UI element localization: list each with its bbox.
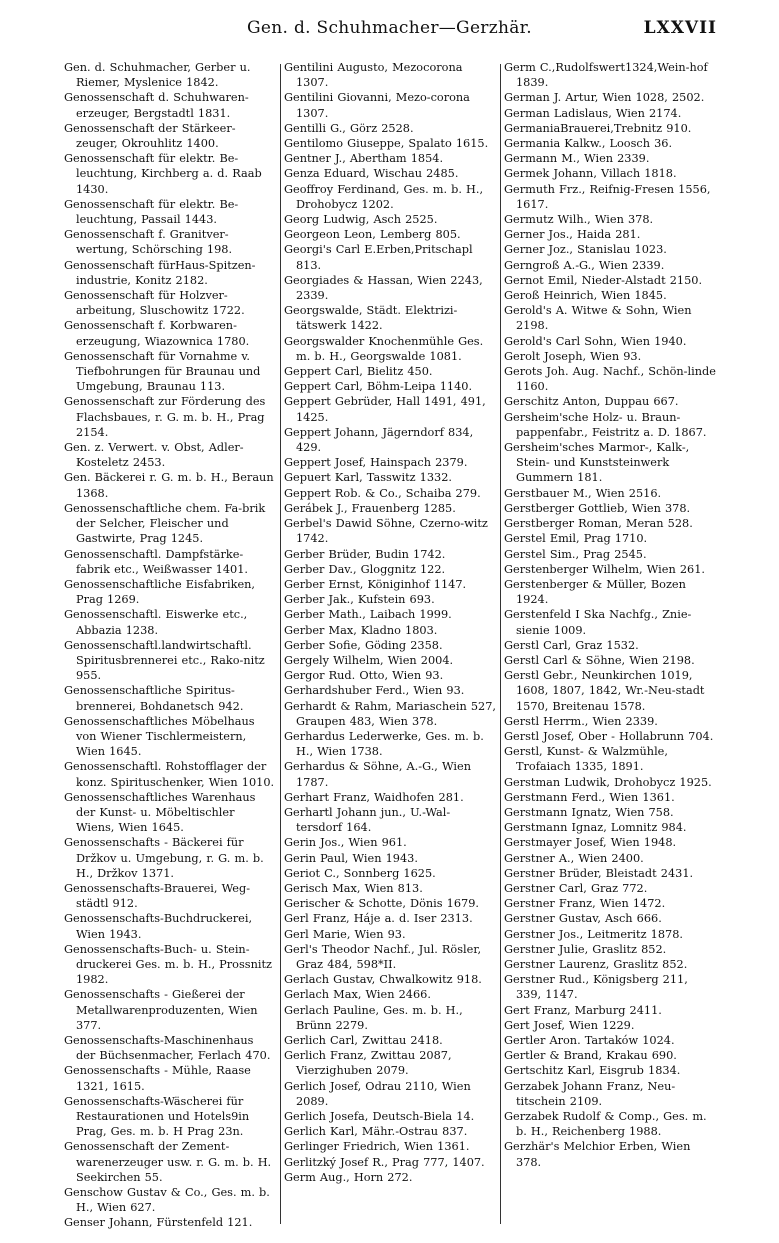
directory-entry: Gerlach Gustav, Chwalkowitz 918. — [284, 973, 482, 987]
directory-entry: Gerstberger Gottlieb, Wien 378. — [504, 501, 691, 515]
directory-entry: Gerlach Max, Wien 2466. — [284, 988, 431, 1002]
directory-entry: Gergor Rud. Otto, Wien 93. — [284, 669, 444, 683]
directory-entry: Gerstner Brüder, Bleistadt 2431. — [504, 866, 694, 880]
directory-entry: Gerstenberger & Müller, Bozen 1924. — [504, 577, 686, 607]
directory-entry: Gerl's Theodor Nachf., Jul. Rösler, Graz 484, 598*II. — [284, 942, 482, 971]
directory-entry: Geppert Rob. & Co., Schaiba 279. — [284, 486, 481, 500]
directory-entry: Germ Aug., Horn 272. — [284, 1170, 413, 1184]
directory-entry: Georgswalder Knochenmühle Ges. m. b. H., Georgswalde 1081. — [284, 334, 484, 363]
directory-entry: Genza Eduard, Wischau 2485. — [284, 167, 459, 181]
directory-entry: Geppert Johann, Jägerndorf 834, 429. — [284, 425, 474, 455]
directory-entry: Gerstl, Kunst- & Walzmühle, Trofaiach 1335, 1891. — [504, 745, 668, 774]
directory-entry: Genossenschaft für elektr. Be-leuchtung, Kirchberg a. d. Raab 1430. — [64, 152, 262, 196]
directory-entry: Gerin Jos., Wien 961. — [284, 836, 407, 850]
running-title: Gen. d. Schuhmacher—Gerzhär. — [247, 18, 532, 38]
page-number: LXXVII — [643, 18, 717, 38]
directory-entry: Gerstner A., Wien 2400. — [504, 851, 644, 865]
directory-entry: Genser Johann, Fürstenfeld 121. — [64, 1216, 253, 1230]
directory-entry: Gentner J., Abertham 1854. — [284, 152, 444, 166]
directory-entry: Geriot C., Sonnberg 1625. — [284, 866, 436, 880]
directory-entry: Genossenschaft f. Korbwaren-erzeugung, Wiazownica 1780. — [64, 319, 250, 348]
directory-entry: Genossenschafts-Maschinenhaus der Büchsenmacher, Ferlach 470. — [64, 1034, 271, 1063]
directory-entry: Gerber Jak., Kufstein 693. — [284, 593, 435, 607]
directory-entry: Genossenschaftliche Eisfabriken, Prag 1269. — [64, 577, 256, 607]
directory-entry: Gerolt Joseph, Wien 93. — [504, 349, 642, 363]
column-middle — [284, 60, 496, 1230]
directory-entry: Gerstmayer Josef, Wien 1948. — [504, 836, 677, 850]
directory-entry: Gerstner Jos., Leitmeritz 1878. — [504, 927, 683, 941]
directory-entry: Gerschitz Anton, Duppau 667. — [504, 395, 679, 409]
directory-entry: Gen. Bäckerei r. G. m. b. H., Beraun 1368. — [64, 471, 274, 500]
directory-entry: Genossenschaft für elektr. Be-leuchtung, Passail 1443. — [64, 197, 239, 227]
directory-entry: Gertschitz Karl, Eisgrub 1834. — [504, 1064, 681, 1078]
directory-entry: Genossenschaft für Vornahme v. Tiefbohrungen für Braunau und Umgebung, Braunau 113. — [64, 349, 261, 394]
directory-entry: Gerstl Gebr., Neunkirchen 1019, 1608, 1807, 1842, Wr.-Neu-stadt 1570, Breitenau 1578. — [504, 669, 705, 713]
directory-entry: Gerold's A. Witwe & Sohn, Wien 2198. — [504, 304, 692, 333]
directory-entry: Germuth Frz., Reifnig-Fresen 1556, 1617. — [504, 182, 711, 211]
directory-entry: GermaniaBrauerei,Trebnitz 910. — [504, 121, 692, 135]
directory-entry: Gerisch Max, Wien 813. — [284, 881, 423, 895]
directory-entry: Georgiades & Hassan, Wien 2243, 2339. — [284, 273, 483, 303]
directory-entry: German J. Artur, Wien 1028, 2502. — [504, 91, 705, 105]
directory-entry: Gepuert Karl, Tasswitz 1332. — [284, 471, 452, 485]
directory-entry: Genossenschaftl. Eiswerke etc., Abbazia 1238. — [64, 608, 248, 637]
directory-entry: Genossenschaft für Holzver-arbeitung, Sluschowitz 1722. — [64, 289, 245, 318]
directory-entry: Gerstman Ludwik, Drohobycz 1925. — [504, 775, 712, 789]
directory-entry: Gergely Wilhelm, Wien 2004. — [284, 653, 454, 667]
directory-entry: Genossenschaftliche Spiritus-brennerei, Bohdanetsch 942. — [64, 684, 244, 713]
directory-entry: Gerstberger Roman, Meran 528. — [504, 517, 693, 531]
directory-entry: Gerhardt & Rahm, Mariaschein 527, Graupen 483, Wien 378. — [284, 699, 496, 728]
directory-entry: Germann M., Wien 2339. — [504, 152, 650, 166]
directory-entry: Georgi's Carl E.Erben,Pritschapl 813. — [284, 243, 473, 272]
directory-entry: Gerlich Karl, Mähr.-Ostrau 837. — [284, 1125, 468, 1139]
directory-entry: Geppert Josef, Hainspach 2379. — [284, 456, 468, 470]
directory-entry: Gerstl Carl, Graz 1532. — [504, 638, 639, 652]
directory-entry: Geppert Gebrüder, Hall 1491, 491, 1425. — [284, 395, 486, 424]
directory-entry: Gerstner Franz, Wien 1472. — [504, 897, 666, 911]
directory-entry: Genossenschaft d. Schuhwaren-erzeuger, Bergstadtl 1831. — [64, 91, 249, 120]
directory-entry: Gentilomo Giuseppe, Spalato 1615. — [284, 137, 489, 151]
directory-entry: Gernot Emil, Nieder-Alstadt 2150. — [504, 273, 703, 287]
page-header — [62, 14, 717, 44]
directory-entry: Genossenschafts-Wäscherei für Restaurationen und Hotels9in Prag, Ges. m. b. H Prag 23n. — [64, 1094, 250, 1139]
directory-entry: Genossenschaft fürHaus-Spitzen-industrie, Konitz 2182. — [64, 258, 256, 287]
directory-entry: Gersheim'sches Marmor-, Kalk-, Stein- und Kunststeinwerk Gummern 181. — [504, 441, 690, 485]
directory-entry: Gerábek J., Frauenberg 1285. — [284, 501, 456, 515]
directory-entry: Gerzabek Rudolf & Comp., Ges. m. b. H., Reichenberg 1988. — [504, 1110, 707, 1139]
directory-entry: Gerlich Josef, Odrau 2110, Wien 2089. — [284, 1079, 471, 1108]
directory-entry: Gerzhär's Melchior Erben, Wien 378. — [504, 1140, 691, 1169]
directory-entry: Geppert Carl, Böhm-Leipa 1140. — [284, 380, 473, 394]
directory-entry: Gerstel Sim., Prag 2545. — [504, 547, 647, 561]
directory-entry: Gerots Joh. Aug. Nachf., Schön-linde 1160. — [504, 365, 716, 394]
directory-entry: Gerzabek Johann Franz, Neu-titschein 2109. — [504, 1079, 676, 1108]
directory-entry: Gersheim'sche Holz- u. Braun-pappenfabr., Feistritz a. D. 1867. — [504, 410, 707, 439]
directory-entry: Gerlitzký Josef R., Prag 777, 1407. — [284, 1155, 485, 1169]
directory-entry: Gerstbauer M., Wien 2516. — [504, 486, 662, 500]
directory-entry: Gen. d. Schuhmacher, Gerber u. Riemer, Myslenice 1842. — [64, 61, 251, 90]
directory-entry: Gert Franz, Marburg 2411. — [504, 1003, 662, 1017]
directory-entry: Gerin Paul, Wien 1943. — [284, 851, 418, 865]
directory-entry: Gerstenberger Wilhelm, Wien 261. — [504, 562, 705, 576]
directory-entry: Genossenschafts-Buchdruckerei, Wien 1943. — [64, 912, 253, 941]
directory-entry: Genossenschafts-Brauerei, Weg-städtl 912. — [64, 881, 251, 911]
directory-entry: Geroß Heinrich, Wien 1845. — [504, 289, 667, 303]
entry-columns — [64, 60, 714, 1230]
directory-entry: Gerlich Franz, Zwittau 2087, Vierzighuben 2079. — [284, 1049, 452, 1078]
directory-entry: Genossenschaftl. Dampfstärke-fabrik etc., Weißwasser 1401. — [64, 547, 248, 576]
directory-entry: Gerber Math., Laibach 1999. — [284, 608, 452, 622]
directory-entry: Germ C.,Rudolfswert1324,Wein-hof 1839. — [504, 61, 708, 90]
directory-entry: Geppert Carl, Bielitz 450. — [284, 365, 433, 379]
column-left — [64, 60, 276, 1230]
directory-entry: Gerbel's Dawid Söhne, Czerno-witz 1742. — [284, 517, 488, 546]
directory-entry: Gen. z. Verwert. v. Obst, Adler-Kosteletz 2453. — [64, 441, 244, 470]
directory-entry: German Ladislaus, Wien 2174. — [504, 106, 682, 120]
directory-entry: Gerner Jos., Haida 281. — [504, 228, 641, 242]
column-divider — [280, 64, 281, 1224]
directory-entry: Genossenschaftliches Warenhaus der Kunst- u. Möbeltischler Wiens, Wien 1645. — [64, 790, 256, 835]
directory-entry: Gerstner Gustav, Asch 666. — [504, 912, 662, 926]
directory-entry: Gerold's Carl Sohn, Wien 1940. — [504, 334, 687, 348]
directory-entry: Gerhardus Lederwerke, Ges. m. b. H., Wien 1738. — [284, 729, 484, 759]
directory-entry: Genossenschafts - Mühle, Raase 1321, 1615. — [64, 1064, 251, 1093]
directory-entry: Gerhardshuber Ferd., Wien 93. — [284, 684, 465, 698]
directory-entry: Genossenschaftliche chem. Fa-brik der Selcher, Fleischer und Gastwirte, Prag 1245. — [64, 501, 266, 546]
directory-entry: Gerstenfeld I Ska Nachfg., Znie-sienie 1009. — [504, 608, 692, 637]
directory-entry: Gertler Aron. Tartaków 1024. — [504, 1034, 675, 1047]
directory-entry: Gerber Sofie, Göding 2358. — [284, 638, 443, 652]
directory-entry: Gerner Joz., Stanislau 1023. — [504, 243, 667, 257]
directory-entry: Gerngroß A.-G., Wien 2339. — [504, 258, 665, 272]
directory-entry: Gerstl Carl & Söhne, Wien 2198. — [504, 653, 695, 667]
directory-entry: Gerlich Josefa, Deutsch-Biela 14. — [284, 1110, 475, 1124]
directory-entry: Gerber Dav., Gloggnitz 122. — [284, 562, 446, 576]
directory-entry: Gerstl Josef, Ober - Hollabrunn 704. — [504, 729, 714, 743]
directory-entry: Gerber Max, Kladno 1803. — [284, 623, 438, 637]
directory-entry: Germutz Wilh., Wien 378. — [504, 213, 654, 227]
directory-entry: Genossenschafts - Gießerei der Metallwarenproduzenten, Wien 377. — [64, 988, 258, 1032]
directory-entry: Georgswalde, Städt. Elektrizi-tätswerk 1422. — [284, 304, 458, 333]
directory-entry: Gerstner Laurenz, Graslitz 852. — [504, 957, 688, 971]
directory-entry: Genossenschaftl. Rohstofflager der konz. Spirituschenker, Wien 1010. — [64, 760, 275, 789]
directory-entry: Gentilli G., Görz 2528. — [284, 121, 414, 135]
directory-entry: Genossenschaft f. Granitver-wertung, Schörsching 198. — [64, 228, 233, 257]
directory-entry: Gerstmann Ignaz, Lomnitz 984. — [504, 821, 687, 835]
directory-entry: Gerstl Herrm., Wien 2339. — [504, 714, 658, 728]
directory-entry: Georgeon Leon, Lemberg 805. — [284, 228, 461, 242]
directory-entry: Gerl Marie, Wien 93. — [284, 927, 406, 941]
directory-entry: Gertler & Brand, Krakau 690. — [504, 1049, 677, 1063]
directory-entry: Genschow Gustav & Co., Ges. m. b. H., Wien 627. — [64, 1186, 270, 1215]
directory-entry: Gerl Franz, Háje a. d. Iser 2313. — [284, 912, 473, 926]
directory-entry: Georg Ludwig, Asch 2525. — [284, 213, 438, 227]
directory-entry: Gerber Ernst, Königinhof 1147. — [284, 577, 467, 591]
directory-entry: Gerstmann Ferd., Wien 1361. — [504, 790, 675, 804]
directory-entry: Gerstner Rud., Königsberg 211, 339, 1147. — [504, 973, 688, 1002]
directory-entry: Gerstel Emil, Prag 1710. — [504, 532, 648, 546]
directory-entry: Gerlach Pauline, Ges. m. b. H., Brünn 2279. — [284, 1003, 463, 1032]
directory-entry: Gerstner Julie, Graslitz 852. — [504, 942, 667, 956]
directory-entry: Gerhartl Johann jun., U.-Wal-tersdorf 164. — [284, 805, 451, 835]
directory-entry: Gert Josef, Wien 1229. — [504, 1018, 635, 1032]
directory-entry: Gerhart Franz, Waidhofen 281. — [284, 790, 464, 804]
directory-entry: Germek Johann, Villach 1818. — [504, 167, 677, 181]
directory-entry: Gerstner Carl, Graz 772. — [504, 881, 648, 895]
directory-entry: Germania Kalkw., Loosch 36. — [504, 137, 673, 151]
directory-entry: Genossenschafts - Bäckerei für Držkov u. Umgebung, r. G. m. b. H., Držkov 1371. — [64, 836, 264, 880]
directory-entry: Genossenschafts-Buch- u. Stein-druckerei Ges. m. b. H., Prossnitz 1982. — [64, 942, 272, 987]
column-divider — [500, 64, 501, 1224]
directory-entry: Geoffroy Ferdinand, Ges. m. b. H., Drohobycz 1202. — [284, 182, 484, 211]
directory-entry: Gerlinger Friedrich, Wien 1361. — [284, 1140, 470, 1154]
directory-entry: Gerber Brüder, Budin 1742. — [284, 547, 446, 561]
directory-entry: Genossenschaft der Stärkeer-zeuger, Okrouhlitz 1400. — [64, 121, 236, 151]
directory-entry: Gentilini Augusto, Mezocorona 1307. — [284, 61, 463, 90]
directory-entry: Gerlich Carl, Zwittau 2418. — [284, 1034, 443, 1047]
directory-entry: Gentilini Giovanni, Mezo-corona 1307. — [284, 91, 470, 120]
directory-entry: Genossenschaft der Zement-warenerzeuger usw. r. G. m. b. H. Seekirchen 55. — [64, 1140, 272, 1184]
directory-entry: Gerischer & Schotte, Dönis 1679. — [284, 897, 480, 911]
directory-entry: Gerhardus & Söhne, A.-G., Wien 1787. — [284, 760, 471, 789]
directory-entry: Gerstmann Ignatz, Wien 758. — [504, 805, 674, 819]
directory-entry: Genossenschaftliches Möbelhaus von Wiener Tischlermeistern, Wien 1645. — [64, 714, 255, 759]
directory-entry: Genossenschaftl.landwirtschaftl. Spiritusbrennerei etc., Rako-nitz 955. — [64, 638, 265, 683]
directory-entry: Genossenschaft zur Förderung des Flachsbaues, r. G. m. b. H., Prag 2154. — [64, 395, 266, 439]
column-right — [504, 60, 716, 1230]
